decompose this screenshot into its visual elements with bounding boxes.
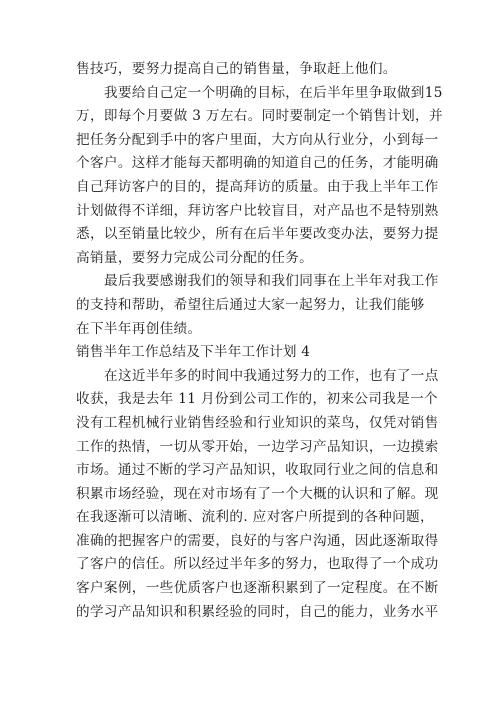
paragraph-line: 客户案例，一些优质客户也逐渐积累到了一定程度。在不断 xyxy=(76,580,439,597)
section-heading: 销售半年工作总结及下半年工作计划 4 xyxy=(76,344,311,361)
paragraph-line: 没有工程机械行业销售经验和行业知识的菜鸟，仅凭对销售 xyxy=(76,414,439,431)
paragraph-line: 的支持和帮助，希望往后通过大家一起努力，让我们能够 xyxy=(76,296,425,313)
paragraph-line: 在下半年再创佳绩。 xyxy=(76,320,202,337)
paragraph-line: 最后我要感谢我们的领导和我们同事在上半年对我工作 xyxy=(104,273,439,290)
paragraph-line: 的学习产品知识和积累经验的同时，自己的能力，业务水平 xyxy=(76,603,439,620)
document-page xyxy=(76,58,443,624)
paragraph-line: 我要给自己定一个明确的目标，在后半年里争取做到15 xyxy=(104,84,443,101)
paragraph-line: 在我逐渐可以清晰、流利的. 应对客户所提到的各种问题， xyxy=(76,509,434,526)
paragraph-line: 工作的热情，一切从零开始，一边学习产品知识，一边摸索 xyxy=(76,438,439,455)
paragraph-line: 在这近半年多的时间中我通过努力的工作，也有了一点 xyxy=(104,367,439,384)
paragraph-line: 售技巧，要努力提高自己的销售量，争取赶上他们。 xyxy=(76,61,397,77)
paragraph-line: 准确的把握客户的需要，良好的与客户沟通，因此逐渐取得 xyxy=(76,532,439,549)
paragraph-line: 自己拜访客户的目的，提高拜访的质量。由于我上半年工作 xyxy=(76,178,439,195)
paragraph-line: 悉，以至销量比较少，所有在后半年要改变办法，要努力提 xyxy=(76,226,439,243)
paragraph-line: 计划做得不详细，拜访客户比较盲目，对产品也不是特别熟 xyxy=(76,202,439,219)
paragraph-line: 把任务分配到手中的客户里面，大方向从行业分，小到每一 xyxy=(76,131,439,148)
paragraph-line: 高销量，要努力完成公司分配的任务。 xyxy=(76,249,314,266)
paragraph-line: 收获，我是去年 11 月份到公司工作的，初来公司我是一个 xyxy=(76,391,438,408)
paragraph-line: 积累市场经验，现在对市场有了一个大概的认识和了解。现 xyxy=(76,485,439,502)
paragraph-line: 万，即每个月要做 3 万左右。同时要制定一个销售计划，并 xyxy=(76,108,443,125)
paragraph-line: 了客户的信任。所以经过半年多的努力，也取得了一个成功 xyxy=(76,556,439,573)
paragraph-line: 市场。通过不断的学习产品知识，收取同行业之间的信息和 xyxy=(76,462,439,479)
paragraph-line: 个客户。这样才能每天都明确的知道自己的任务，才能明确 xyxy=(76,155,439,172)
